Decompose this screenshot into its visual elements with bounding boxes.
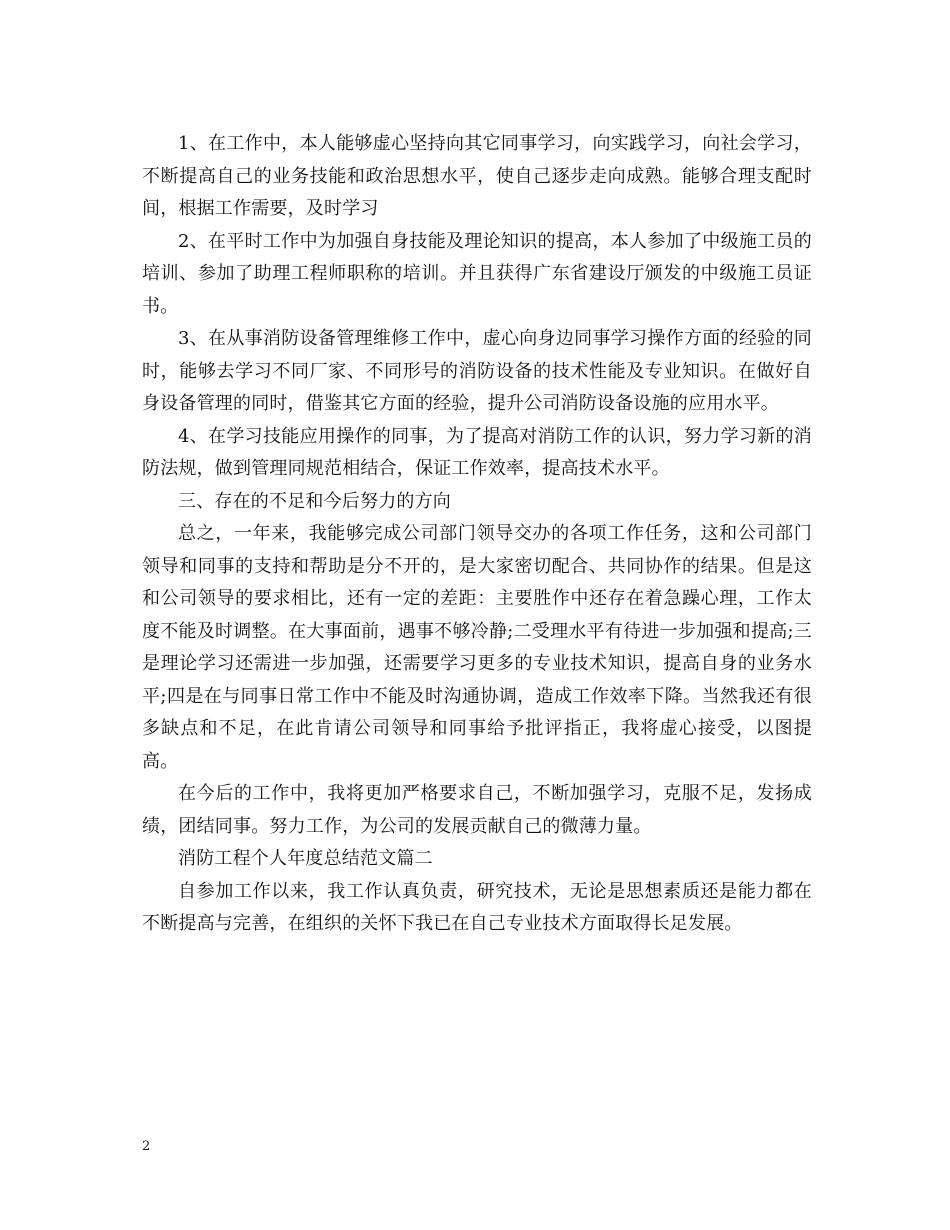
paragraph-4: 4、在学习技能应用操作的同事，为了提高对消防工作的认识，努力学习新的消防法规，做到管理同规范相结合，保证工作效率，提高技术水平。 xyxy=(142,425,812,479)
section-heading: 三、存在的不足和今后努力的方向 xyxy=(178,490,451,512)
article-title: 消防工程个人年度总结范文篇二 xyxy=(178,848,433,869)
paragraph-intro: 自参加工作以来，我工作认真负责，研究技术，无论是思想素质还是能力都在不断提高与完善，在组织的关怀下我已在自己专业技术方面取得长足发展。 xyxy=(142,880,812,934)
page-number: 2 xyxy=(142,1139,151,1154)
document-body xyxy=(142,128,812,941)
paragraph-2: 2、在平时工作中为加强自身技能及理论知识的提高，本人参加了中级施工员的培训、参加了助理工程师职称的培训。并且获得广东省建设厅颁发的中级施工员证书。 xyxy=(142,230,812,317)
paragraph-future: 在今后的工作中，我将更加严格要求自己，不断加强学习，克服不足，发扬成绩，团结同事。努力工作，为公司的发展贡献自己的微薄力量。 xyxy=(142,783,812,837)
paragraph-1: 1、在工作中，本人能够虚心坚持向其它同事学习，向实践学习，向社会学习，不断提高自己的业务技能和政治思想水平，使自己逐步走向成熟。能够合理支配时间，根据工作需要，及时学习 xyxy=(142,133,812,219)
paragraph-3: 3、在从事消防设备管理维修工作中，虚心向身边同事学习操作方面的经验的同时，能够去学习不同厂家、不同形号的消防设备的技术性能及专业知识。在做好自身设备管理的同时，借鉴其它方面的经验，提升公司消防设备设施的应用水平。 xyxy=(142,328,812,414)
paragraph-summary: 总之，一年来，我能够完成公司部门领导交办的各项工作任务，这和公司部门领导和同事的支持和帮助是分不开的，是大家密切配合、共同协作的结果。但是这和公司领导的要求相比，还有一定的差距：主要胜作中还存在着急躁心理，工作太度不能及时调整。在大事面前，遇事不够冷静;二受理水平有待进一步加强和提高;三是理论学习还需进一步加强，还需要学习更多的专业技术知识，提高自身的业务水平;四是在与同事日常工作中不能及时沟通协调，造成工作效率下降。当然我还有很多缺点和不足，在此肯请公司领导和同事给予批评指正，我将虚心接受，以图提高。 xyxy=(142,523,812,772)
